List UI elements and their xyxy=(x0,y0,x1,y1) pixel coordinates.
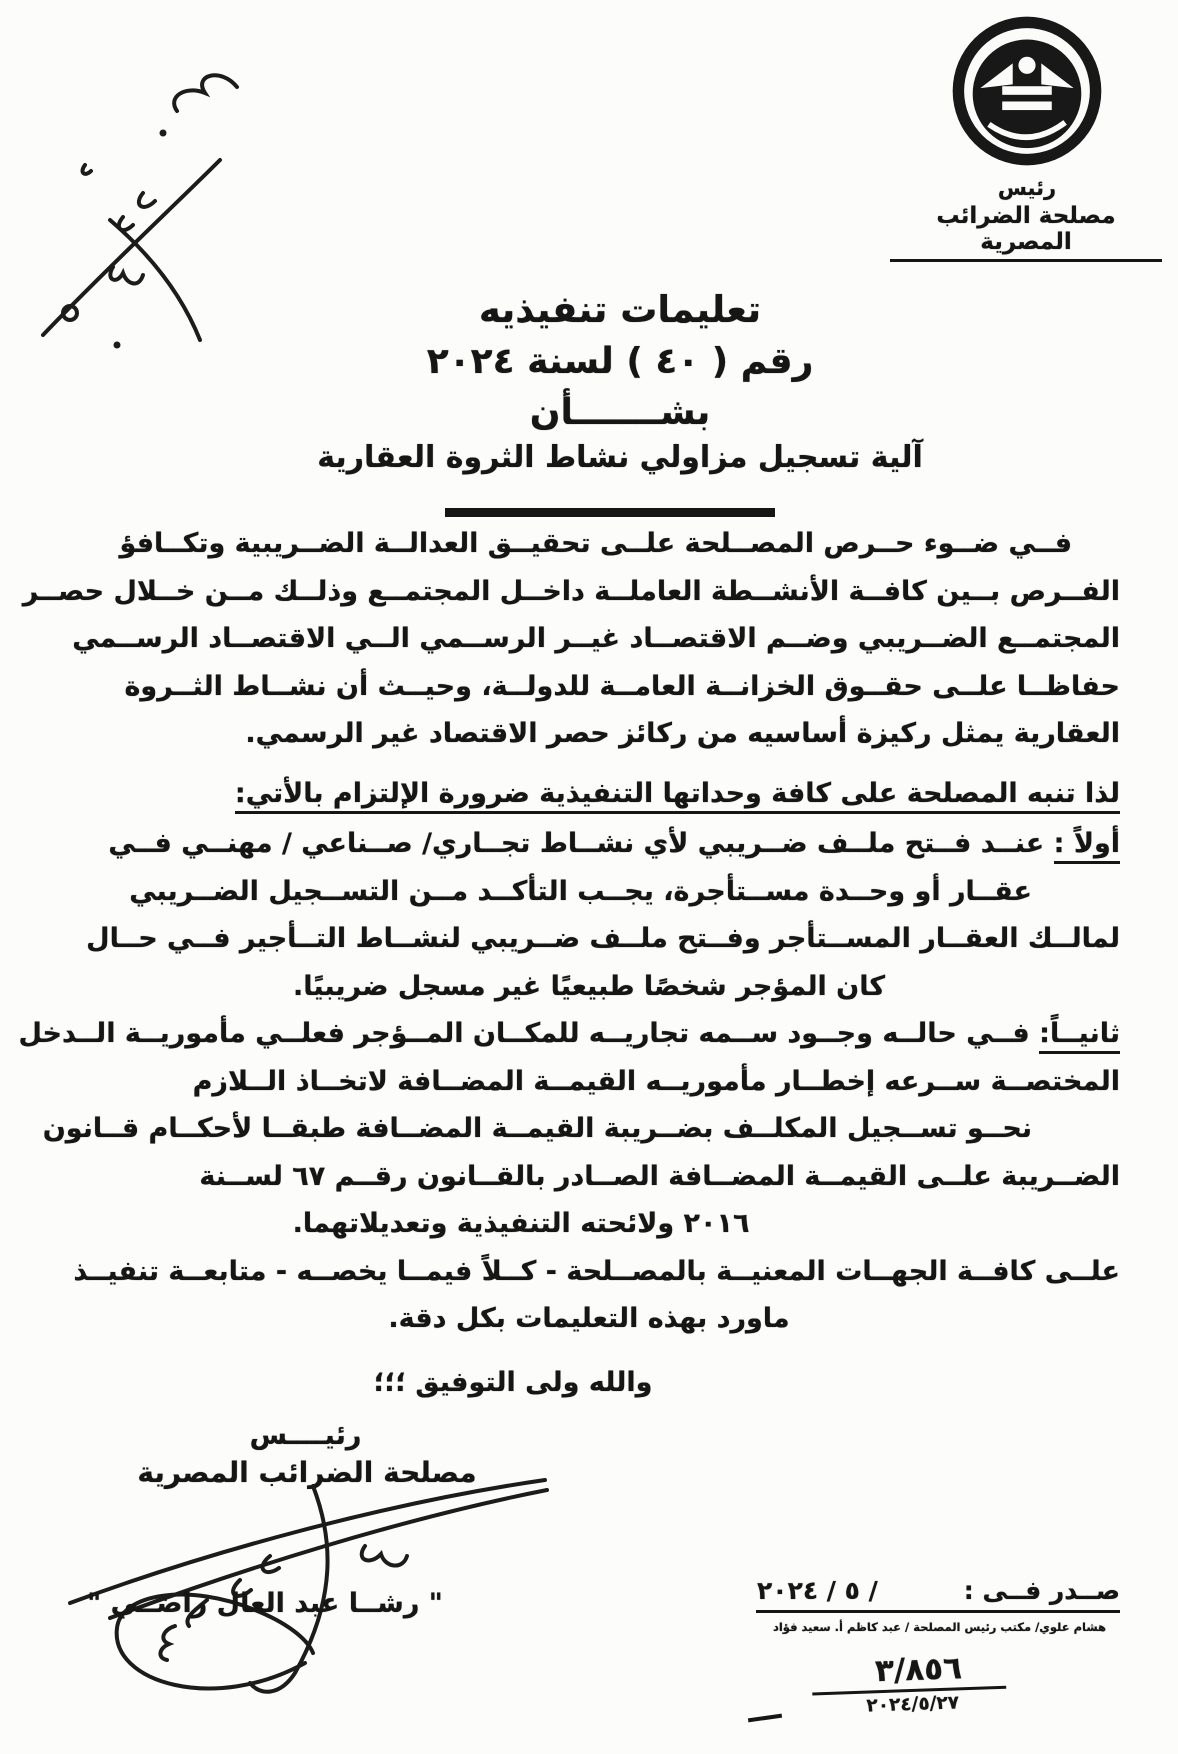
intro-line: فــي ضــوء حــرص المصــلحة علــى تحقيــق العدالــة الضــريبية وتكــافؤ xyxy=(119,528,1072,559)
reference-number: ٣/٨٥٦ xyxy=(874,1650,963,1690)
first-section-line: كان المؤجر شخصًا طبيعيًا غير مسجل ضريبيًا. xyxy=(292,970,886,1002)
closing-line: ماورد بهذه التعليمات بكل دقة. xyxy=(388,1303,790,1334)
doc-type-title: تعليمات تنفيذيه xyxy=(478,288,762,331)
farewell-line: والله ولى التوفيق ؛؛؛ xyxy=(373,1366,653,1398)
signature-chief-title: رئيــــس xyxy=(249,1420,362,1451)
intro-line: الفــرص بــين كافــة الأنشــطة العاملــة داخــل المجتمــع وذلــك مــن خــلال حصــر xyxy=(22,575,1120,607)
second-section-line: الضــريبة علــى القيمــة المضــافة الصــادر بالقــانون رقــم ٦٧ لســنة xyxy=(199,1160,1120,1192)
intro-line: حفاظــا علــى حقــوق الخزانــة العامــة للدولــة، وحيــث أن نشــاط الثــروة xyxy=(124,670,1120,702)
first-section-line: عقــار أو وحــدة مســتأجرة، يجــب التأكــد مــن التســجيل الضــريبي xyxy=(129,875,1032,907)
first-section-line xyxy=(58,820,1120,868)
second-section-line: ٢٠١٦ ولائحته التنفيذية وتعديلاتهما. xyxy=(292,1208,750,1239)
handwritten-reference xyxy=(811,1649,1013,1719)
tax-authority-seal-icon xyxy=(946,10,1108,172)
reference-dash xyxy=(748,1714,782,1723)
second-section-text: فــي حالــه وجــود ســمه تجاريــه للمكــان المــؤجر فعلــي مأموريــة الــدخل xyxy=(18,1018,1030,1049)
closing-line: علــى كافــة الجهــات المعنيــة بالمصــلحة - كــلاً فيمــا يخصــه - متابعــة تنفيــذ xyxy=(73,1255,1120,1287)
title-divider xyxy=(445,508,775,517)
issued-date: / ٥ / ٢٠٢٤ xyxy=(757,1576,878,1605)
issued-date-line xyxy=(756,1576,1120,1613)
second-section-line xyxy=(18,1010,1120,1058)
letterhead-chief-title: رئيس xyxy=(997,176,1057,200)
intro-line: العقارية يمثل ركيزة أساسيه من ركائز حصر الاقتصاد غير الرسمي. xyxy=(245,718,1120,749)
doc-number-line: رقم ( ٤٠ ) لسنة ٢٠٢٤ xyxy=(426,341,814,382)
document-body xyxy=(18,520,1120,1406)
reference-date: ٢٠٢٤/٥/٢٧ xyxy=(866,1692,960,1717)
office-note: هشام علوي/ مكتب رئيس المصلحة / عبد كاظم أ. سعيد فؤاد xyxy=(772,1620,1106,1634)
first-section-label: أولاً : xyxy=(1054,828,1120,864)
first-section-text: عنــد فــتح ملــف ضــريبي لأي نشــاط تجــاري/ صــناعي / مهنــي فــي xyxy=(108,828,1045,859)
signature-authority-name: مصلحة الضرائب المصرية xyxy=(137,1456,477,1489)
second-section-label: ثانيــاً: xyxy=(1039,1018,1120,1054)
regarding-line: بشـــــــأن xyxy=(529,392,711,433)
subject-line: آلية تسجيل مزاولي نشاط الثروة العقارية xyxy=(317,440,923,475)
issued-label: صــدر فــى : xyxy=(963,1576,1120,1605)
intro-line: المجتمــع الضــريبي وضــم الاقتصــاد غيــر الرســمي الــي الاقتصــاد الرســمي xyxy=(72,623,1120,654)
second-section-line: نحــو تســجيل المكلــف بضــريبة القيمــة المضــافة طبقــا لأحكــام قــانون xyxy=(42,1113,1032,1144)
directive-line xyxy=(58,770,1120,818)
first-section-line: لمالــك العقــار المســتأجر وفــتح ملــف ضــريبي لنشــاط التــأجير فــي حــال xyxy=(86,923,1120,954)
directive-text: لذا تنبه المصلحة على كافة وحداتها التنفيذية ضرورة الإلتزام بالأتي: xyxy=(235,778,1120,814)
second-section-line: المختصــة ســرعه إخطــار مأموريــه القيمــة المضــافة لاتخــاذ الــلازم xyxy=(192,1065,1120,1097)
chairman-signature-icon xyxy=(55,1468,555,1698)
letterhead-authority-name: مصلحة الضرائب المصرية xyxy=(890,203,1162,262)
signer-name: " رشــا عبد العال راضــي " xyxy=(87,1588,443,1619)
